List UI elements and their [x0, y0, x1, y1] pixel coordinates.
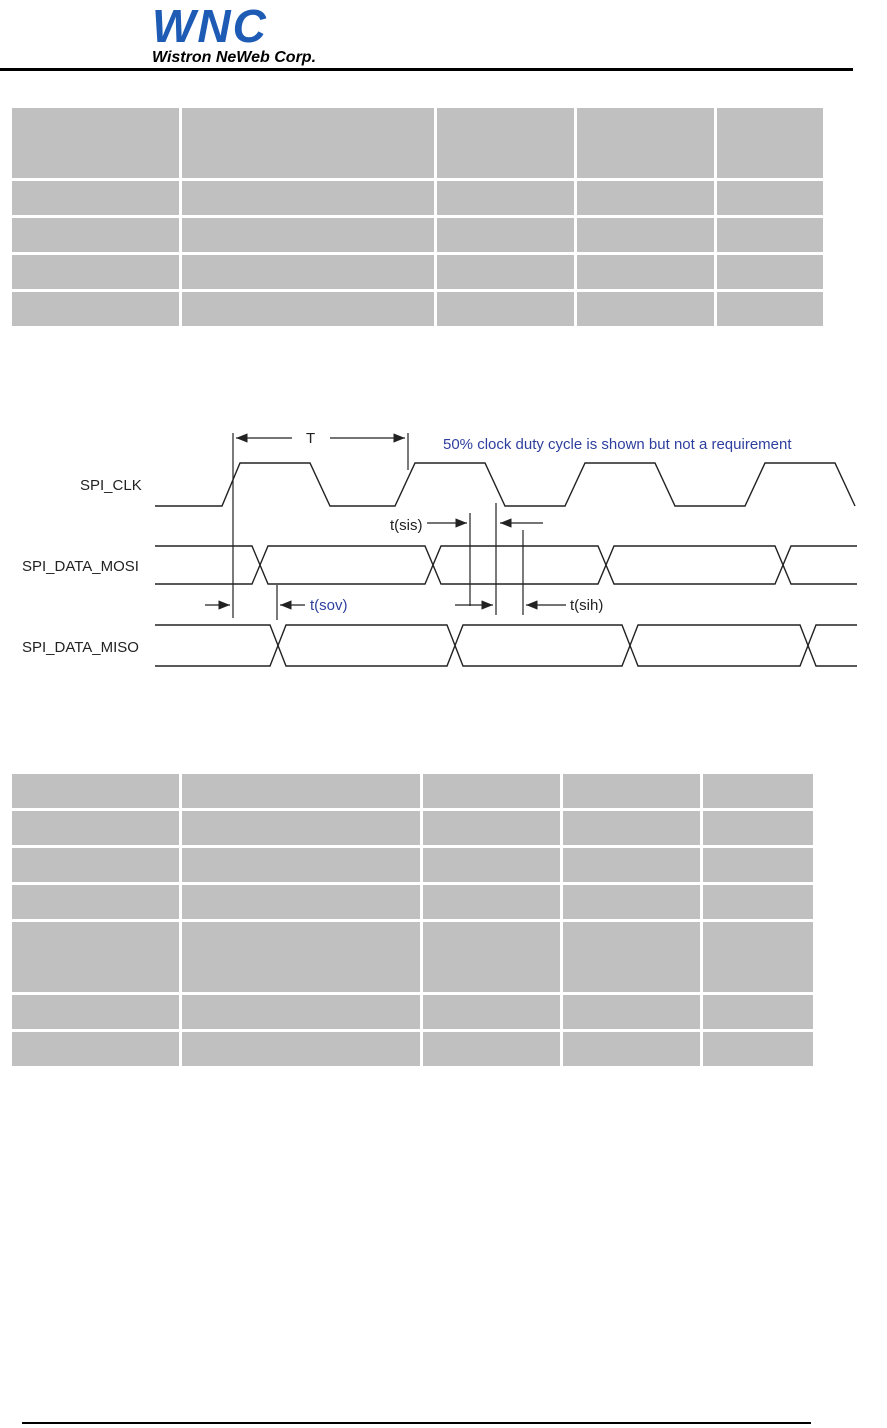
spec-table-top [9, 105, 826, 329]
table-row [12, 292, 823, 326]
spi-clk-waveform [155, 463, 855, 506]
table-row [12, 995, 813, 1029]
wnc-logo [150, 2, 370, 66]
mosi-waveform [155, 546, 857, 584]
signal-label-spi-clk: SPI_CLK [80, 477, 142, 494]
miso-waveform [155, 625, 857, 666]
table-row [12, 108, 823, 178]
table-row [12, 774, 813, 808]
footer-rule [22, 1422, 811, 1424]
logo-mark: WNC [152, 2, 268, 52]
table-row [12, 181, 823, 215]
sis-label: t(sis) [390, 517, 423, 534]
signal-label-spi-data-miso: SPI_DATA_MISO [22, 639, 139, 656]
table-row [12, 1032, 813, 1066]
duty-cycle-note: 50% clock duty cycle is shown but not a requirement [443, 436, 792, 453]
table-row [12, 255, 823, 289]
period-label: T [306, 430, 316, 447]
spi-timing-diagram [0, 405, 887, 705]
table-row [12, 811, 813, 845]
sih-label: t(sih) [570, 597, 604, 614]
logo-subtitle: Wistron NeWeb Corp. [152, 49, 317, 66]
table-row [12, 922, 813, 992]
spec-table-bottom [9, 771, 816, 1069]
signal-label-spi-data-mosi: SPI_DATA_MOSI [22, 558, 139, 575]
table-row [12, 885, 813, 919]
sov-label: t(sov) [310, 597, 348, 614]
table-row [12, 848, 813, 882]
header-rule [0, 68, 853, 71]
table-row [12, 218, 823, 252]
